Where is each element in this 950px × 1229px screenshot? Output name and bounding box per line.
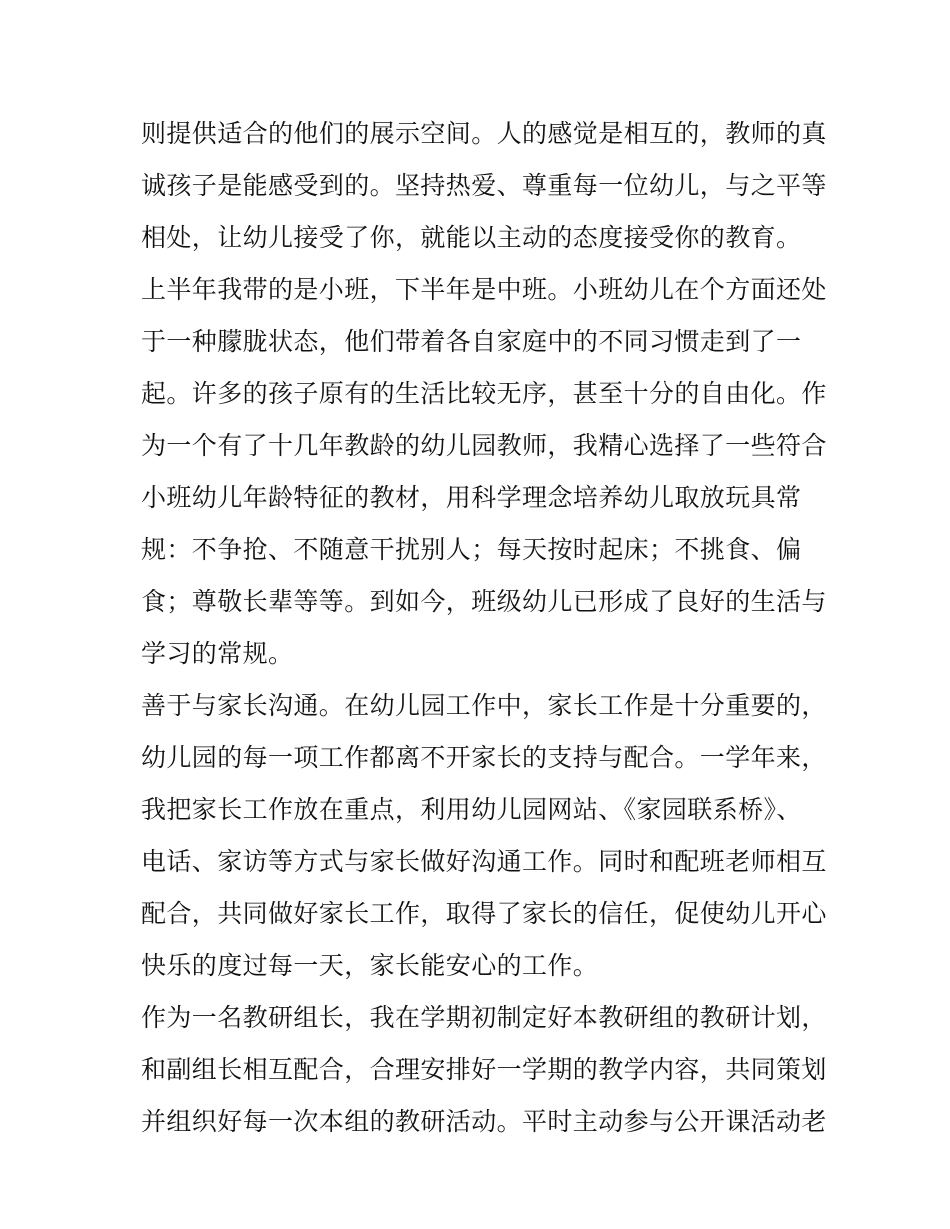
text-line: 食；尊敬长辈等等。到如今，班级幼儿已形成了良好的生活与: [141, 587, 827, 616]
text-line: 我把家长工作放在重点，利用幼儿园网站、《家园联系桥》、: [141, 795, 802, 824]
text-line: 则提供适合的他们的展示空间。人的感觉是相互的，教师的真: [141, 119, 827, 148]
text-line: 为一个有了十几年教龄的幼儿园教师，我精心选择了一些符合: [141, 431, 827, 460]
text-line: 善于与家长沟通。在幼儿园工作中，家长工作是十分重要的，: [141, 691, 827, 720]
text-line: 幼儿园的每一项工作都离不开家长的支持与配合。一学年来，: [141, 743, 827, 772]
text-line: 快乐的度过每一天，家长能安心的工作。: [141, 951, 599, 980]
body-text: [141, 108, 827, 1148]
text-line: 于一种朦胧状态，他们带着各自家庭中的不同习惯走到了一: [141, 327, 802, 356]
text-line: 配合，共同做好家长工作，取得了家长的信任，促使幼儿开心: [141, 899, 827, 928]
text-line: 电话、家访等方式与家长做好沟通工作。同时和配班老师相互: [141, 847, 827, 876]
text-line: 学习的常规。: [141, 639, 294, 668]
text-line: 相处，让幼儿接受了你，就能以主动的态度接受你的教育。: [141, 223, 802, 252]
text-line: 起。许多的孩子原有的生活比较无序，甚至十分的自由化。作: [141, 379, 827, 408]
text-line: 上半年我带的是小班，下半年是中班。小班幼儿在个方面还处: [141, 275, 827, 304]
text-line: 诚孩子是能感受到的。坚持热爱、尊重每一位幼儿，与之平等: [141, 171, 827, 200]
text-line: 并组织好每一次本组的教研活动。平时主动参与公开课活动老: [141, 1107, 827, 1136]
text-line: 和副组长相互配合，合理安排好一学期的教学内容，共同策划: [141, 1055, 827, 1084]
text-line: 小班幼儿年龄特征的教材，用科学理念培养幼儿取放玩具常: [141, 483, 802, 512]
text-line: 作为一名教研组长，我在学期初制定好本教研组的教研计划，: [141, 1003, 827, 1032]
text-line: 规：不争抢、不随意干扰别人；每天按时起床；不挑食、偏: [141, 535, 802, 564]
